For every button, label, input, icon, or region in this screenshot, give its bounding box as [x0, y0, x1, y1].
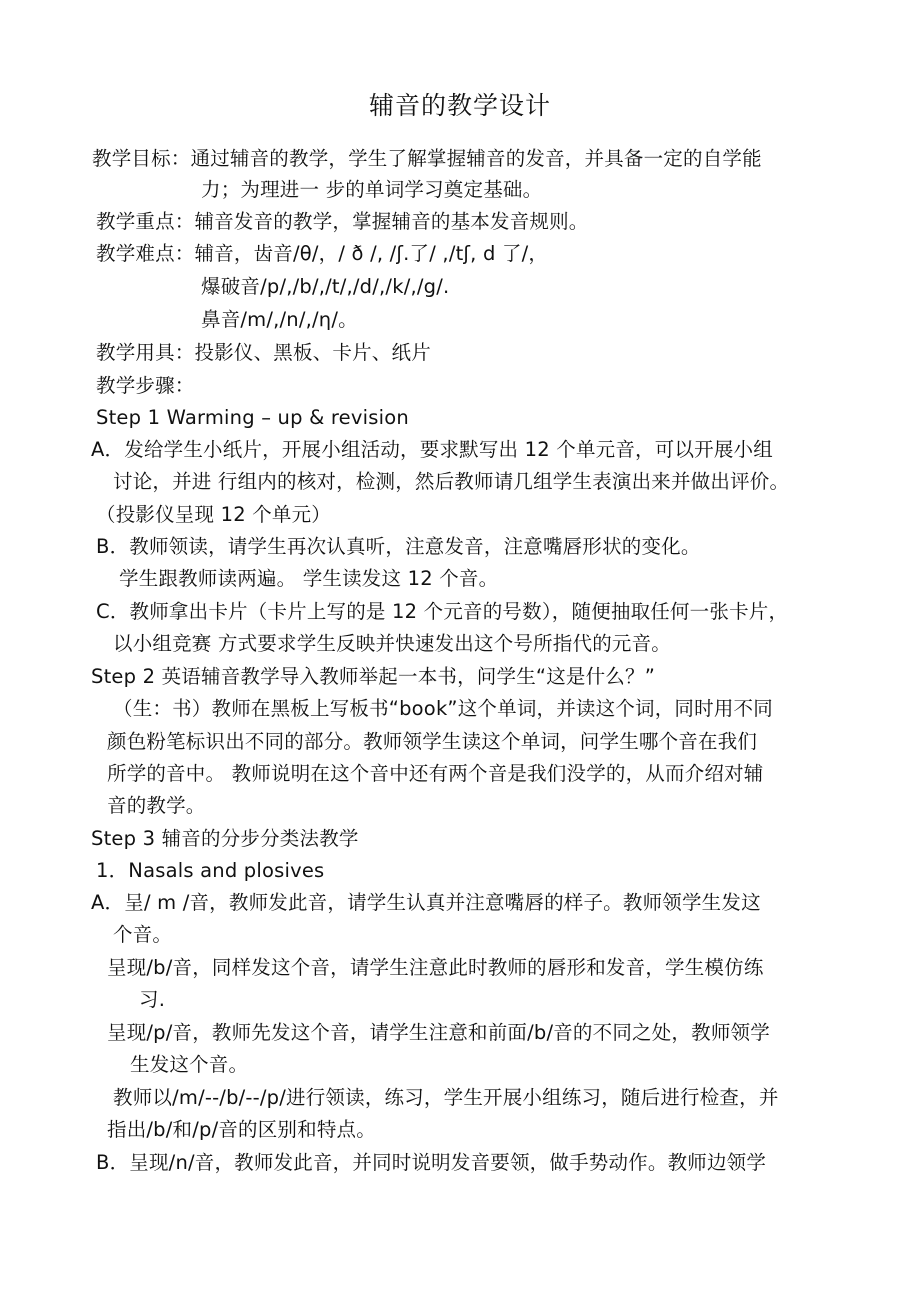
- text-line: 教学目标：通过辅音的教学，学生了解掌握辅音的发音，并具备一定的自学能: [92, 147, 762, 170]
- text-line: 以小组竞赛 方式要求学生反映并快速发出这个号所指代的元音。: [113, 632, 671, 655]
- text-line: A．呈/ m /音，教师发此音，请学生认真并注意嘴唇的样子。教师领学生发这: [91, 891, 761, 914]
- text-line: B．呈现/n/音，教师发此音，并同时说明发音要领，做手势动作。教师边领学: [96, 1151, 767, 1174]
- text-line: 教学步骤：: [96, 374, 195, 397]
- text-line: Step 1 Warming – up & revision: [96, 406, 409, 429]
- text-line: 呈现/p/音，教师先发这个音，请学生注意和前面/b/音的不同之处，教师领学: [107, 1021, 770, 1044]
- text-line: 个音。: [113, 923, 173, 946]
- text-line: 颜色粉笔标识出不同的部分。教师领学生读这个单词，问学生哪个音在我们: [107, 730, 758, 753]
- text-line: B．教师领读，请学生再次认真听，注意发音，注意嘴唇形状的变化。: [96, 535, 701, 558]
- text-line: 力；为理进一 步的单词学习奠定基础。: [201, 178, 543, 201]
- text-line: A．发给学生小纸片，开展小组活动，要求默写出 12 个单元音，可以开展小组: [91, 438, 773, 461]
- page-title: 辅音的教学设计: [368, 91, 551, 120]
- text-line: 教学难点：辅音，齿音/θ/，/ ð /, /ʃ.了/ ,/tʃ, d 了/，: [96, 242, 549, 265]
- text-line: 所学的音中。 教师说明在这个音中还有两个音是我们没学的，从而介绍对辅: [107, 762, 764, 785]
- text-line: C．教师拿出卡片（卡片上写的是 12 个元音的号数），随便抽取任何一张卡片，: [96, 600, 789, 623]
- text-line: （投影仪呈现 12 个单元）: [96, 503, 332, 526]
- text-line: 学生跟教师读两遍。 学生读发这 12 个音。: [119, 567, 499, 590]
- text-line: 教师以/m/--/b/--/p/进行领读，练习，学生开展小组练习，随后进行检查，并: [113, 1086, 779, 1109]
- text-line: 爆破音/p/,/b/,/t/,/d/,/k/,/g/.: [201, 275, 450, 298]
- text-line: 习.: [139, 988, 166, 1011]
- text-line: 1．Nasals and plosives: [96, 859, 325, 882]
- text-line: 音的教学。: [107, 794, 206, 817]
- text-line: Step 2 英语辅音教学导入教师举起一本书，问学生“这是什么？”: [91, 665, 656, 688]
- text-line: 教学用具：投影仪、黑板、卡片、纸片: [96, 341, 431, 364]
- text-line: 鼻音/m/,/n/,/η/。: [201, 308, 358, 331]
- text-line: 讨论，并进 行组内的核对，检测，然后教师请几组学生表演出来并做出评价。: [113, 470, 790, 493]
- text-line: 生发这个音。: [130, 1053, 249, 1076]
- text-line: 指出/b/和/p/音的区别和特点。: [107, 1118, 376, 1141]
- text-line: （生：书）教师在黑板上写板书“book”这个单词，并读这个词，同时用不同: [113, 697, 773, 720]
- text-line: Step 3 辅音的分步分类法教学: [91, 827, 359, 850]
- text-line: 教学重点：辅音发音的教学，掌握辅音的基本发音规则。: [96, 210, 589, 233]
- text-line: 呈现/b/音，同样发这个音，请学生注意此时教师的唇形和发音，学生模仿练: [107, 956, 764, 979]
